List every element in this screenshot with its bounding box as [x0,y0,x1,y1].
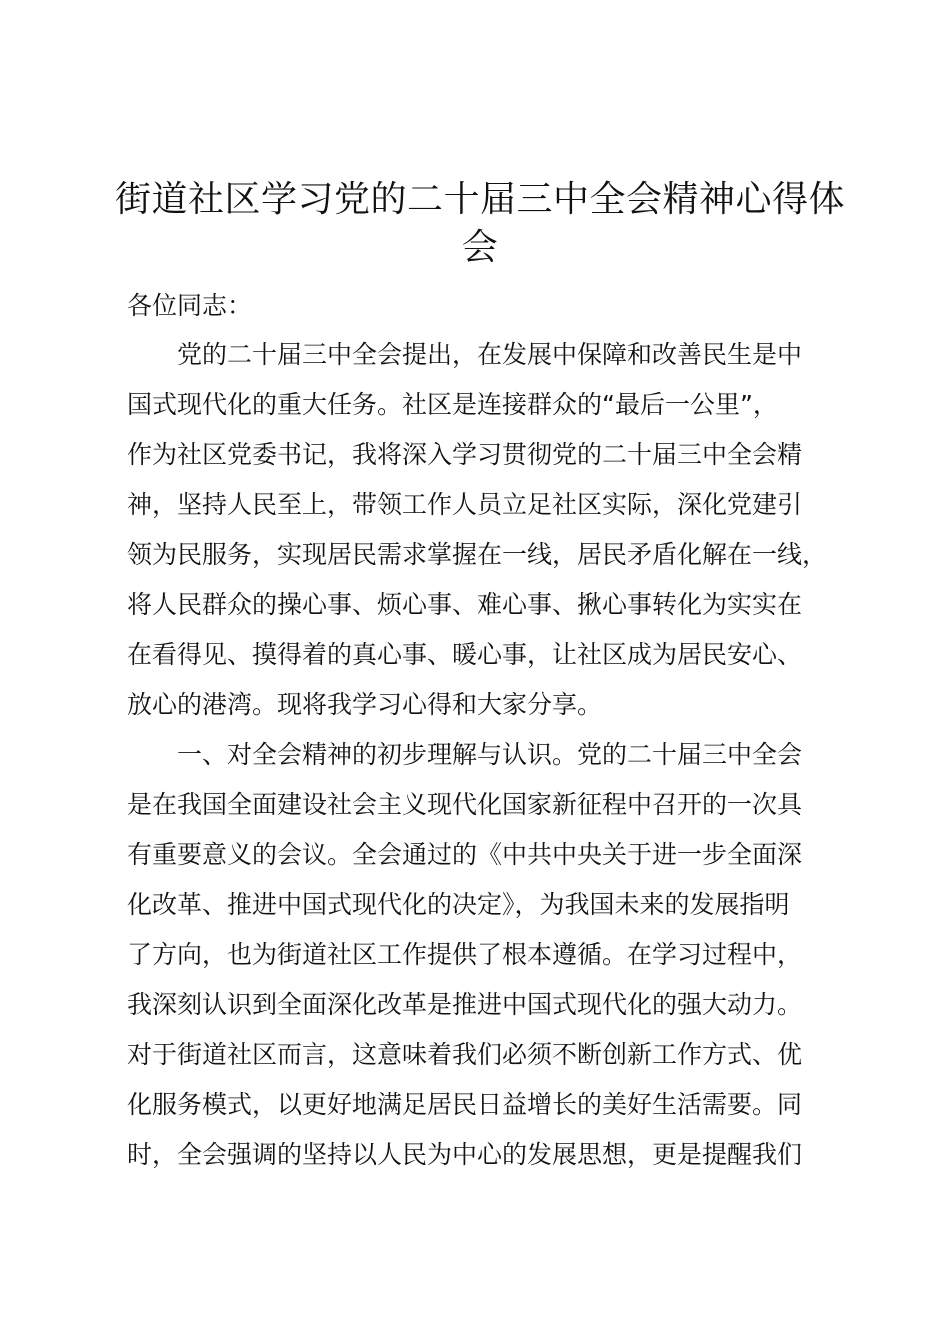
paragraph-line: 党的二十届三中全会提出，在发展中保障和改善民生是中 [127,340,803,369]
title-line: 街道社区学习党的二十届三中全会精神心得体 [114,179,845,220]
paragraph-line: 国式现代化的重大任务。社区是连接群众的“最后一公里”， [127,390,778,419]
paragraph-line: 有重要意义的会议。全会通过的《中共中央关于进一步全面深 [127,840,803,869]
paragraph-line: 了方向，也为街道社区工作提供了根本遵循。在学习过程中， [127,940,803,969]
paragraph-line: 一、对全会精神的初步理解与认识。党的二十届三中全会 [127,740,803,769]
paragraph-line: 将人民群众的操心事、烦心事、难心事、揪心事转化为实实在 [127,590,803,619]
paragraph-line: 放心的港湾。现将我学习心得和大家分享。 [127,690,603,719]
paragraph-line: 时，全会强调的坚持以人民为中心的发展思想，更是提醒我们 [127,1140,803,1169]
paragraph-line: 作为社区党委书记，我将深入学习贯彻党的二十届三中全会精 [127,440,803,469]
paragraph-line: 我深刻认识到全面深化改革是推进中国式现代化的强大动力。 [127,990,803,1019]
paragraph-line: 领为民服务，实现居民需求掌握在一线，居民矛盾化解在一线， [127,540,828,569]
paragraph-intro [127,330,857,730]
salutation: 各位同志： [127,291,253,320]
paragraph-section-one [127,730,857,1180]
paragraph-line: 对于街道社区而言，这意味着我们必须不断创新工作方式、优 [127,1040,803,1069]
title-line: 会 [461,227,499,268]
paragraph-line: 是在我国全面建设社会主义现代化国家新征程中召开的一次具 [127,790,803,819]
paragraph-line: 化改革、推进中国式现代化的决定》，为我国未来的发展指明 [127,890,790,919]
paragraph-line: 在看得见、摸得着的真心事、暖心事，让社区成为居民安心、 [127,640,803,669]
paragraph-line: 神，坚持人民至上，带领工作人员立足社区实际，深化党建引 [127,490,803,519]
paragraph-line: 化服务模式，以更好地满足居民日益增长的美好生活需要。同 [127,1090,803,1119]
document-title [110,176,850,272]
